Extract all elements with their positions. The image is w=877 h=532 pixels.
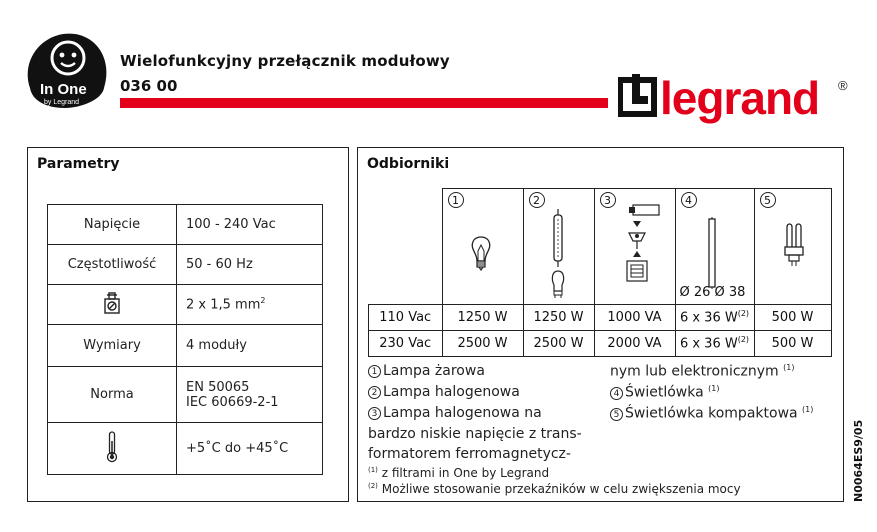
low-voltage-halogen-transformer-icon bbox=[619, 203, 663, 303]
halogen-lamp-icon bbox=[548, 207, 568, 299]
load-column-5 bbox=[754, 189, 831, 305]
thermometer-icon bbox=[106, 431, 118, 463]
document-title: Wielofunkcyjny przełącznik modułowy bbox=[120, 52, 450, 70]
param-label-icon bbox=[48, 423, 177, 475]
registered-mark: ® bbox=[838, 78, 848, 93]
load-column-2 bbox=[523, 189, 594, 305]
param-row bbox=[48, 205, 323, 245]
param-label: Częstotliwość bbox=[48, 245, 177, 285]
footnote-mark: (2) bbox=[368, 482, 378, 490]
loads-panel bbox=[357, 147, 844, 502]
param-value: +5˚C do +45˚C bbox=[177, 423, 323, 475]
parameters-title: Parametry bbox=[37, 156, 120, 172]
incandescent-bulb-icon bbox=[469, 235, 493, 271]
parameters-table bbox=[47, 204, 323, 475]
load-value: 6 x 36 W bbox=[679, 336, 738, 352]
fluorescent-tube-icon bbox=[706, 217, 718, 289]
param-label-icon bbox=[48, 285, 177, 325]
load-number: 5 bbox=[760, 192, 776, 208]
legend-text-line: bardzo niskie napięcie z trans- bbox=[368, 426, 582, 442]
note-mark: (1) bbox=[802, 405, 814, 414]
note-mark: (1) bbox=[783, 363, 795, 372]
note-mark: (2) bbox=[737, 309, 750, 319]
load-value: 2500 W bbox=[523, 331, 594, 357]
load-value: 1250 W bbox=[523, 305, 594, 331]
load-value: 6 x 36 W bbox=[679, 310, 738, 326]
load-column-1 bbox=[442, 189, 523, 305]
badge-subtext: by Legrand bbox=[44, 99, 80, 106]
voltage-label: 110 Vac bbox=[369, 305, 443, 331]
legend-item-5 bbox=[610, 405, 813, 422]
param-row bbox=[48, 285, 323, 325]
param-row bbox=[48, 325, 323, 367]
load-column-3 bbox=[594, 189, 675, 305]
legrand-mark-icon bbox=[620, 74, 654, 114]
legend-number: 5 bbox=[610, 408, 623, 421]
param-row bbox=[48, 367, 323, 423]
param-value: 4 moduły bbox=[177, 325, 323, 367]
load-value: 500 W bbox=[754, 331, 831, 357]
loads-table bbox=[368, 188, 832, 357]
load-value: 1250 W bbox=[442, 305, 523, 331]
param-value: 50 - 60 Hz bbox=[177, 245, 323, 285]
param-row bbox=[48, 423, 323, 475]
load-value: 2000 VA bbox=[594, 331, 675, 357]
param-label: Napięcie bbox=[48, 205, 177, 245]
param-row bbox=[48, 245, 323, 285]
param-value-sup: 2 bbox=[260, 296, 266, 306]
badge-text: In One bbox=[40, 81, 87, 98]
param-value-2: IEC 60669-2-1 bbox=[186, 394, 279, 410]
legrand-logo bbox=[618, 72, 850, 128]
parameters-panel bbox=[27, 147, 349, 502]
loads-icon-row bbox=[369, 189, 832, 305]
footnote-1 bbox=[368, 466, 549, 480]
note-mark: (2) bbox=[737, 335, 750, 345]
loads-row-110 bbox=[369, 305, 832, 331]
footnote-mark: (1) bbox=[368, 466, 378, 474]
param-label: Norma bbox=[48, 367, 177, 423]
param-value-cell bbox=[177, 367, 323, 423]
param-value: 100 - 240 Vac bbox=[177, 205, 323, 245]
legend-number: 4 bbox=[610, 387, 623, 400]
load-number: 1 bbox=[448, 192, 464, 208]
param-value: EN 50065 bbox=[186, 379, 250, 395]
document-reference-code: N0064ES9/05 bbox=[852, 419, 865, 502]
in-one-logo bbox=[20, 28, 112, 110]
product-code: 036 00 bbox=[120, 77, 178, 95]
load-value: 2500 W bbox=[442, 331, 523, 357]
corner-cell bbox=[369, 189, 443, 305]
footnote-text: z filtrami in One by Legrand bbox=[381, 466, 550, 480]
legend-number: 1 bbox=[368, 365, 381, 378]
legend-text-line: formatorem ferromagnetycz- bbox=[368, 446, 571, 462]
legend-number: 3 bbox=[368, 407, 381, 420]
load-number: 2 bbox=[529, 192, 545, 208]
legend-text: Świetlówka kompaktowa bbox=[625, 405, 798, 422]
legend-text: Lampa żarowa bbox=[383, 363, 485, 379]
legend-text-line bbox=[610, 363, 794, 380]
param-value: 2 x 1,5 mm bbox=[186, 297, 261, 313]
load-value: 1000 VA bbox=[594, 305, 675, 331]
legend-text: Lampa halogenowa na bbox=[383, 405, 542, 421]
legend-text: Lampa halogenowa bbox=[383, 384, 520, 400]
load-value-cell bbox=[675, 305, 754, 331]
footnote-text: Możliwe stosowanie przekaźników w celu zwiększenia mocy bbox=[381, 482, 741, 496]
legend-text: Świetlówka bbox=[625, 384, 704, 401]
tube-diameter: Ø 26 Ø 38 bbox=[679, 285, 746, 300]
loads-row-230 bbox=[369, 331, 832, 357]
brand-wordmark: legrand bbox=[660, 72, 820, 124]
brand-bar bbox=[120, 98, 608, 108]
voltage-label: 230 Vac bbox=[369, 331, 443, 357]
load-number: 3 bbox=[600, 192, 616, 208]
terminal-screw-icon bbox=[102, 291, 122, 315]
legend-item-4 bbox=[610, 384, 719, 401]
loads-title: Odbiorniki bbox=[367, 156, 450, 172]
legend-item-2 bbox=[368, 384, 520, 400]
legend-number: 2 bbox=[368, 386, 381, 399]
param-value-cell bbox=[177, 285, 323, 325]
compact-fluorescent-icon bbox=[783, 221, 805, 267]
footnote-2 bbox=[368, 482, 741, 496]
load-column-4 bbox=[675, 189, 754, 305]
legend-text: nym lub elektronicznym bbox=[610, 363, 779, 380]
legend-item-3 bbox=[368, 405, 542, 421]
load-value-cell bbox=[675, 331, 754, 357]
legend-item-1 bbox=[368, 363, 485, 379]
load-number: 4 bbox=[681, 192, 697, 208]
param-label: Wymiary bbox=[48, 325, 177, 367]
note-mark: (1) bbox=[708, 384, 720, 393]
load-value: 500 W bbox=[754, 305, 831, 331]
